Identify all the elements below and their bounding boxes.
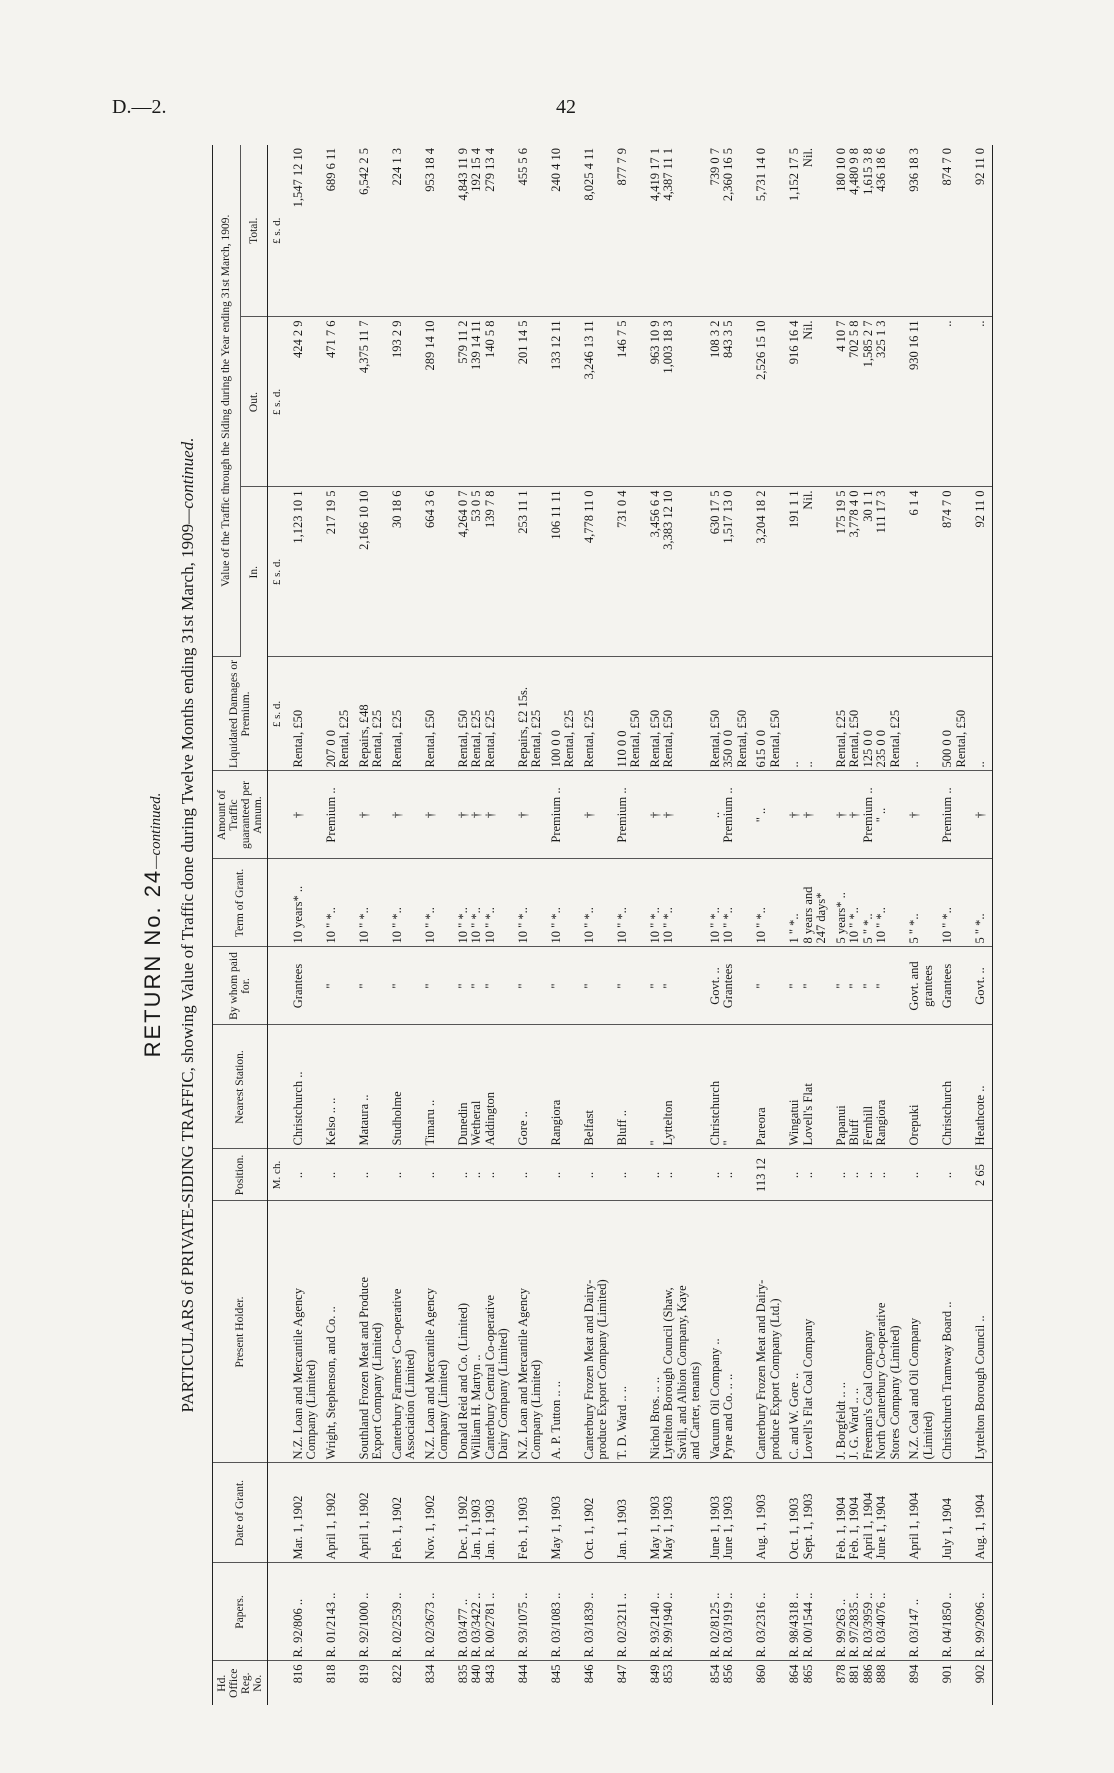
- cell-position: .. ..: [643, 1149, 703, 1201]
- cell-paid: ": [577, 947, 610, 1025]
- cell-position: .. ..: [703, 1149, 750, 1201]
- cell-out: 471 7 6: [319, 317, 352, 487]
- col-header-damages: Liquidated Damages or Premium.: [213, 657, 268, 771]
- cell-station: Dunedin Wetheral Addington: [451, 1025, 511, 1149]
- cell-reg: 846: [581, 1664, 596, 1684]
- cell-out: 133 12 11: [544, 317, 577, 487]
- cell-in: 191 1 1 Nil.: [782, 487, 829, 657]
- cell-out: 3,246 13 11: [577, 317, 610, 487]
- cell-total: 455 5 6: [511, 145, 544, 317]
- cell-in: 731 0 4: [610, 487, 643, 657]
- cell-position: ..: [286, 1149, 319, 1201]
- cell-term: 10 " *..: [418, 859, 451, 947]
- cell-holder: J. Borgfeldt .. .. J. G. Ward .. .. Freeman's Coal Company North Canterbury Co-operative Stores Company (Limited): [829, 1201, 903, 1463]
- table-row: [544, 145, 577, 1705]
- cell-damages: Rental, £50 Rental, £25 Rental, £25: [451, 657, 511, 771]
- cell-paid: " ": [643, 947, 703, 1025]
- cell-total: 180 10 0 4,480 9 8 1,615 3 8 436 18 6: [829, 145, 903, 317]
- cell-guaranteed: † † †: [451, 771, 511, 859]
- cell-position: ..: [610, 1149, 643, 1201]
- cell-term: 10 " *..: [544, 859, 577, 947]
- cell-out: 4 10 7 702 5 8 1,585 2 7 325 1 3: [829, 317, 903, 487]
- cell-damages: ..: [902, 657, 935, 771]
- unit-position: M. ch.: [268, 1149, 286, 1201]
- cell-reg: 818: [323, 1664, 338, 1684]
- cell-paid: Govt. and grantees: [902, 947, 935, 1025]
- cell-out: 4,375 11 7: [352, 317, 385, 487]
- cell-damages: Rental, £25: [385, 657, 418, 771]
- cell-holder: A. P. Tutton .. ..: [544, 1201, 577, 1463]
- cell-in: 217 19 5: [319, 487, 352, 657]
- cell-in: 874 7 0: [935, 487, 968, 657]
- cell-holder: C. and W. Gore .. Lovell's Flat Coal Company: [782, 1201, 829, 1463]
- cell-holder: T. D. Ward .. ..: [610, 1201, 643, 1463]
- cell-holder: N.Z. Loan and Mercantile Agency Company (Limited): [511, 1201, 544, 1463]
- cell-position: ..: [902, 1149, 935, 1201]
- cell-damages: Rental, £25: [577, 657, 610, 771]
- table-row: [385, 145, 418, 1705]
- cell-paid: ": [749, 947, 782, 1025]
- col-header-date: Date of Grant.: [213, 1463, 268, 1563]
- table-row: [703, 145, 750, 1705]
- cell-term: 10 " *.. 10 " *..: [703, 859, 750, 947]
- cell-position: ..: [577, 1149, 610, 1201]
- cell-date: April 1, 1904: [902, 1463, 935, 1563]
- cell-holder: Lyttelton Borough Council ..: [968, 1201, 992, 1463]
- cell-position: ..: [319, 1149, 352, 1201]
- cell-date: April 1, 1902: [352, 1463, 385, 1563]
- cell-paid: Govt. ..: [968, 947, 992, 1025]
- cell-date: Oct. 1, 1902: [577, 1463, 610, 1563]
- cell-date: Dec. 1, 1902 Jan. 1, 1903 Jan. 1, 1903: [451, 1463, 511, 1563]
- cell-station: Christchurch: [935, 1025, 968, 1149]
- cell-damages: Rental, £50 350 0 0 Rental, £50: [703, 657, 750, 771]
- cell-station: Orepuki: [902, 1025, 935, 1149]
- cell-position: ..: [352, 1149, 385, 1201]
- col-header-paid: By whom paid for.: [213, 947, 268, 1025]
- cell-in: 6 1 4: [902, 487, 935, 657]
- cell-date: Aug. 1, 1904: [968, 1463, 992, 1563]
- cell-reg: 864 865: [787, 1664, 815, 1684]
- cell-papers: R. 03/477 .. R. 03/3422 .. R. 00/2781 ..: [451, 1563, 511, 1661]
- cell-papers: R. 02/8125 .. R. 03/1919 ..: [703, 1563, 750, 1661]
- cell-paid: Grantees: [286, 947, 319, 1025]
- cell-station: Papanui Bluff Fernhill Rangiora: [829, 1025, 903, 1149]
- cell-out: ..: [968, 317, 992, 487]
- cell-reg: 845: [548, 1664, 563, 1684]
- cell-total: 8,025 4 11: [577, 145, 610, 317]
- cell-date: Oct. 1, 1903 Sept. 1, 1903: [782, 1463, 829, 1563]
- page-number: 42: [556, 96, 576, 118]
- cell-station: Wingatui Lovell's Flat: [782, 1025, 829, 1149]
- table-row: [610, 145, 643, 1705]
- cell-position: 2 65: [968, 1149, 992, 1201]
- cell-date: April 1, 1902: [319, 1463, 352, 1563]
- cell-guaranteed: † † Premium .. " ..: [829, 771, 903, 859]
- cell-guaranteed: Premium ..: [319, 771, 352, 859]
- cell-out: 963 10 9 1,003 18 3: [643, 317, 703, 487]
- cell-station: Pareora: [749, 1025, 782, 1149]
- page-reference: D.—2.: [112, 96, 167, 118]
- cell-holder: Canterbury Frozen Meat and Dairy- produce Export Company (Ltd.): [749, 1201, 782, 1463]
- col-header-value-group: Value of the Traffic through the Siding during the Year ending 31st March, 1909.: [213, 145, 241, 657]
- cell-station: Belfast: [577, 1025, 610, 1149]
- cell-damages: Rental, £50 Rental, £50: [643, 657, 703, 771]
- cell-holder: Canterbury Frozen Meat and Dairy- produce Export Company (Limited): [577, 1201, 610, 1463]
- table-row: [286, 145, 319, 1705]
- cell-papers: R. 93/1075 ..: [511, 1563, 544, 1661]
- cell-holder: Donald Reid and Co. (Limited) William H. Martyn .. Canterbury Central Co-operative Dairy Company (Limited): [451, 1201, 511, 1463]
- cell-station: Timaru ..: [418, 1025, 451, 1149]
- cell-guaranteed: † †: [782, 771, 829, 859]
- cell-station: Christchurch ..: [286, 1025, 319, 1149]
- cell-total: 1,547 12 10: [286, 145, 319, 317]
- cell-station: Studholme: [385, 1025, 418, 1149]
- cell-term: 5 years* .. 10 " *.. 5 " *.. 10 " *..: [829, 859, 903, 947]
- cell-term: 1 " *.. 8 years and 247 days*: [782, 859, 829, 947]
- cell-term: 10 " *.. 10 " *.. 10 " *..: [451, 859, 511, 947]
- unit-out: £ s. d.: [268, 317, 286, 487]
- cell-paid: ": [352, 947, 385, 1025]
- cell-papers: R. 98/4318 .. R. 00/1544 ..: [782, 1563, 829, 1661]
- cell-reg: 849 853: [647, 1664, 675, 1684]
- header-row-1: [213, 145, 241, 1705]
- cell-date: Jan. 1, 1903: [610, 1463, 643, 1563]
- cell-out: 2,526 15 10: [749, 317, 782, 487]
- cell-damages: 110 0 0 Rental, £50: [610, 657, 643, 771]
- col-header-holder: Present Holder.: [213, 1201, 268, 1463]
- cell-term: 10 " *.. 10 " *..: [643, 859, 703, 947]
- table-row: [935, 145, 968, 1705]
- cell-out: ..: [935, 317, 968, 487]
- cell-total: 240 4 10: [544, 145, 577, 317]
- cell-total: 4,419 17 1 4,387 11 1: [643, 145, 703, 317]
- cell-papers: R. 02/2539 ..: [385, 1563, 418, 1661]
- cell-papers: R. 03/147 ..: [902, 1563, 935, 1661]
- cell-date: Nov. 1, 1902: [418, 1463, 451, 1563]
- col-header-guaranteed: Amount of Traffic guaranteed per Annum.: [213, 771, 268, 859]
- cell-in: 664 3 6: [418, 487, 451, 657]
- cell-date: Mar. 1, 1902: [286, 1463, 319, 1563]
- cell-position: .. ..: [782, 1149, 829, 1201]
- cell-position: ..: [511, 1149, 544, 1201]
- cell-damages: 207 0 0 Rental, £25: [319, 657, 352, 771]
- cell-out: 916 16 4 Nil.: [782, 317, 829, 487]
- cell-guaranteed: Premium ..: [544, 771, 577, 859]
- table-row: [451, 145, 511, 1705]
- return-title-suffix: —continued.: [148, 792, 164, 869]
- cell-term: 10 " *..: [352, 859, 385, 947]
- cell-paid: ": [418, 947, 451, 1025]
- cell-total: 224 1 3: [385, 145, 418, 317]
- cell-damages: Repairs, £48 Rental, £25: [352, 657, 385, 771]
- cell-damages: Rental, £50: [418, 657, 451, 771]
- cell-total: 6,542 2 5: [352, 145, 385, 317]
- cell-term: 10 " *..: [511, 859, 544, 947]
- cell-papers: R. 99/263 .. R. 97/2835 .. R. 03/3959 .. R. 03/4076 ..: [829, 1563, 903, 1661]
- cell-station: Bluff ..: [610, 1025, 643, 1149]
- cell-term: 10 " *..: [385, 859, 418, 947]
- unit-damages: £ s. d.: [268, 657, 286, 771]
- cell-date: June 1, 1903 June 1, 1903: [703, 1463, 750, 1563]
- cell-in: 4,264 0 7 53 0 5 139 7 8: [451, 487, 511, 657]
- cell-out: 146 7 5: [610, 317, 643, 487]
- cell-papers: R. 99/2096 ..: [968, 1563, 992, 1661]
- cell-total: 877 7 9: [610, 145, 643, 317]
- cell-paid: ": [610, 947, 643, 1025]
- cell-total: 874 7 0: [935, 145, 968, 317]
- table-row: [643, 145, 703, 1705]
- cell-total: 739 0 7 2,360 16 5: [703, 145, 750, 317]
- table-row: [319, 145, 352, 1705]
- unit-in: £ s. d.: [268, 487, 286, 657]
- cell-in: 3,456 6 4 3,383 12 10: [643, 487, 703, 657]
- cell-total: 5,731 14 0: [749, 145, 782, 317]
- private-siding-table: [212, 145, 993, 1705]
- cell-papers: R. 93/2140 .. R. 99/1940 ..: [643, 1563, 703, 1661]
- cell-paid: Govt. .. Grantees: [703, 947, 750, 1025]
- cell-papers: R. 03/1083 ..: [544, 1563, 577, 1661]
- cell-guaranteed: †: [418, 771, 451, 859]
- cell-papers: R. 01/2143 ..: [319, 1563, 352, 1661]
- col-header-position: Position.: [213, 1149, 268, 1201]
- cell-date: July 1, 1904: [935, 1463, 968, 1563]
- cell-reg: 822: [389, 1664, 404, 1684]
- cell-holder: N.Z. Coal and Oil Company (Limited): [902, 1201, 935, 1463]
- cell-in: 1,123 10 1: [286, 487, 319, 657]
- cell-out: 289 14 10: [418, 317, 451, 487]
- cell-reg: 878 881 886 888: [833, 1664, 888, 1684]
- cell-damages: Rental, £50: [286, 657, 319, 771]
- cell-reg: 894: [907, 1664, 921, 1684]
- cell-term: 10 " *..: [935, 859, 968, 947]
- cell-out: 201 14 5: [511, 317, 544, 487]
- cell-guaranteed: †: [577, 771, 610, 859]
- cell-paid: Grantees: [935, 947, 968, 1025]
- cell-position: ..: [544, 1149, 577, 1201]
- cell-papers: R. 02/3673 ..: [418, 1563, 451, 1661]
- cell-position: ..: [418, 1149, 451, 1201]
- table-row: [418, 145, 451, 1705]
- return-title: [140, 145, 166, 1705]
- cell-paid: ": [544, 947, 577, 1025]
- cell-reg: 854 856: [707, 1664, 735, 1684]
- cell-date: Feb. 1, 1902: [385, 1463, 418, 1563]
- cell-holder: Southland Frozen Meat and Produce Export Company (Limited): [352, 1201, 385, 1463]
- rotated-return-table: [140, 145, 1080, 1705]
- cell-term: 5 " *..: [968, 859, 992, 947]
- cell-guaranteed: " ..: [749, 771, 782, 859]
- cell-paid: " " ": [451, 947, 511, 1025]
- cell-station: Christchurch ": [703, 1025, 750, 1149]
- cell-in: 92 11 0: [968, 487, 992, 657]
- return-subtitle-suffix: —continued.: [178, 437, 197, 524]
- col-header-papers: Papers.: [213, 1563, 268, 1661]
- cell-papers: R. 03/1839 ..: [577, 1563, 610, 1661]
- cell-date: Aug. 1, 1903: [749, 1463, 782, 1563]
- table-row: [829, 145, 903, 1705]
- cell-paid: " ": [782, 947, 829, 1025]
- cell-reg: 819: [356, 1664, 371, 1684]
- cell-guaranteed: †: [902, 771, 935, 859]
- col-header-station: Nearest Station.: [213, 1025, 268, 1149]
- table-row: [511, 145, 544, 1705]
- cell-term: 10 " *..: [319, 859, 352, 947]
- col-header-out: Out.: [240, 317, 268, 487]
- cell-position: 113 12: [749, 1149, 782, 1201]
- cell-holder: N.Z. Loan and Mercantile Agency Company (Limited): [286, 1201, 319, 1463]
- cell-station: " Lyttelton: [643, 1025, 703, 1149]
- cell-station: Gore ..: [511, 1025, 544, 1149]
- cell-term: 5 " *..: [902, 859, 935, 947]
- cell-in: 2,166 10 10: [352, 487, 385, 657]
- cell-holder: Christchurch Tramway Board ..: [935, 1201, 968, 1463]
- cell-damages: ..: [968, 657, 992, 771]
- cell-reg: 835 840 843: [455, 1664, 497, 1684]
- cell-total: 92 11 0: [968, 145, 992, 317]
- cell-date: May 1, 1903: [544, 1463, 577, 1563]
- cell-station: Heathcote ..: [968, 1025, 992, 1149]
- cell-term: 10 " *..: [577, 859, 610, 947]
- cell-holder: Nichol Bros. .. .. Lyttelton Borough Council (Shaw, Savill, and Albion Company, Kaye and Carter, tenants): [643, 1201, 703, 1463]
- cell-date: May 1, 1903 May 1, 1903: [643, 1463, 703, 1563]
- cell-paid: ": [319, 947, 352, 1025]
- cell-holder: N.Z. Loan and Mercantile Agency Company (Limited): [418, 1201, 451, 1463]
- cell-papers: R. 03/2316 ..: [749, 1563, 782, 1661]
- cell-reg: 834: [422, 1664, 437, 1684]
- col-header-reg: Hd. Office Reg. No.: [213, 1661, 268, 1705]
- cell-out: 930 16 11: [902, 317, 935, 487]
- cell-guaranteed: †: [286, 771, 319, 859]
- cell-damages: Repairs, £2 15s. Rental, £25: [511, 657, 544, 771]
- cell-holder: Vacuum Oil Company .. Pyne and Co. .. ..: [703, 1201, 750, 1463]
- cell-out: 424 2 9: [286, 317, 319, 487]
- cell-out: 579 11 2 139 14 11 140 5 8: [451, 317, 511, 487]
- cell-station: Mataura ..: [352, 1025, 385, 1149]
- cell-total: 953 18 4: [418, 145, 451, 317]
- table-row: [749, 145, 782, 1705]
- cell-damages: Rental, £25 Rental, £50 125 0 0 235 0 0 Rental, £25: [829, 657, 903, 771]
- cell-station: Kelso .. ..: [319, 1025, 352, 1149]
- cell-position: .. .. ..: [451, 1149, 511, 1201]
- cell-total: 4,843 11 9 192 15 4 279 13 4: [451, 145, 511, 317]
- cell-term: 10 years* ..: [286, 859, 319, 947]
- cell-out: 108 3 2 843 3 5: [703, 317, 750, 487]
- cell-reg: 860: [754, 1664, 768, 1684]
- cell-in: 630 17 5 1,517 13 0: [703, 487, 750, 657]
- table-row: [577, 145, 610, 1705]
- cell-damages: 615 0 0 Rental, £50: [749, 657, 782, 771]
- cell-total: 689 6 11: [319, 145, 352, 317]
- cell-papers: R. 04/1850 ..: [935, 1563, 968, 1661]
- cell-in: 253 11 1: [511, 487, 544, 657]
- units-row: [268, 145, 286, 1705]
- cell-paid: " " " ": [829, 947, 903, 1025]
- return-title-main: RETURN No. 24: [140, 868, 165, 1058]
- table-row: [782, 145, 829, 1705]
- col-header-in: In.: [240, 487, 268, 657]
- cell-damages: 500 0 0 Rental, £50: [935, 657, 968, 771]
- cell-in: 30 18 6: [385, 487, 418, 657]
- cell-papers: R. 92/806 ..: [286, 1563, 319, 1661]
- table-row: [968, 145, 992, 1705]
- cell-reg: 844: [515, 1664, 530, 1684]
- cell-date: Feb. 1, 1904 Feb. 1, 1904 April 1, 1904 June 1, 1904: [829, 1463, 903, 1563]
- cell-reg: 901: [940, 1664, 954, 1684]
- cell-date: Feb. 1, 1903: [511, 1463, 544, 1563]
- cell-in: 3,204 18 2: [749, 487, 782, 657]
- cell-position: ..: [385, 1149, 418, 1201]
- cell-position: .. .. .. ..: [829, 1149, 903, 1201]
- cell-guaranteed: †: [352, 771, 385, 859]
- table-row: [352, 145, 385, 1705]
- cell-damages: .. ..: [782, 657, 829, 771]
- cell-paid: ": [511, 947, 544, 1025]
- cell-holder: Canterbury Farmers' Co-operative Association (Limited): [385, 1201, 418, 1463]
- cell-term: 10 " *..: [749, 859, 782, 947]
- cell-guaranteed: Premium ..: [935, 771, 968, 859]
- cell-in: 175 19 5 3,778 4 0 30 1 1 111 17 3: [829, 487, 903, 657]
- cell-papers: R. 02/3211 ..: [610, 1563, 643, 1661]
- cell-paid: ": [385, 947, 418, 1025]
- return-subtitle: [178, 145, 198, 1705]
- cell-guaranteed: .. Premium ..: [703, 771, 750, 859]
- cell-out: 193 2 9: [385, 317, 418, 487]
- cell-guaranteed: Premium ..: [610, 771, 643, 859]
- cell-total: 1,152 17 5 Nil.: [782, 145, 829, 317]
- cell-total: 936 18 3: [902, 145, 935, 317]
- cell-term: 10 " *..: [610, 859, 643, 947]
- cell-reg: 816: [290, 1664, 305, 1684]
- cell-holder: Wright, Stephenson, and Co. ..: [319, 1201, 352, 1463]
- cell-guaranteed: †: [385, 771, 418, 859]
- table-row: [902, 145, 935, 1705]
- cell-guaranteed: † †: [643, 771, 703, 859]
- cell-damages: 100 0 0 Rental, £25: [544, 657, 577, 771]
- cell-reg: 902: [968, 1661, 992, 1705]
- cell-papers: R. 92/1000 ..: [352, 1563, 385, 1661]
- cell-in: 106 11 11: [544, 487, 577, 657]
- cell-in: 4,778 11 0: [577, 487, 610, 657]
- cell-guaranteed: †: [968, 771, 992, 859]
- col-header-total: Total.: [240, 145, 268, 317]
- cell-position: ..: [935, 1149, 968, 1201]
- unit-total: £ s. d.: [268, 145, 286, 317]
- col-header-term: Term of Grant.: [213, 859, 268, 947]
- return-subtitle-text: PARTICULARS of PRIVATE-SIDING TRAFFIC, showing Value of Traffic done during Twelve Months ending 31st March, 1909: [178, 523, 197, 1413]
- cell-guaranteed: †: [511, 771, 544, 859]
- cell-reg: 847: [614, 1664, 629, 1684]
- page-header: [0, 96, 1114, 126]
- cell-station: Rangiora: [544, 1025, 577, 1149]
